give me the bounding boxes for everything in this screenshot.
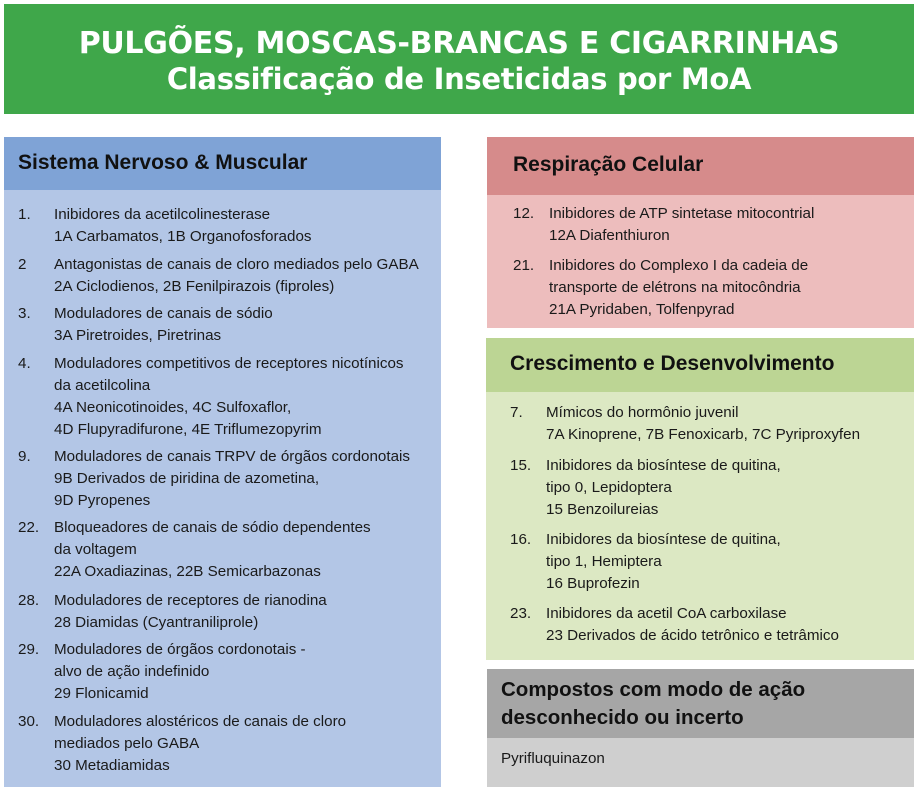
item-line: Bloqueadores de canais de sódio dependentes: [54, 519, 371, 536]
item-line: 22A Oxadiazinas, 22B Semicarbazonas: [54, 563, 321, 580]
item-line: 3A Piretroides, Piretrinas: [54, 327, 222, 344]
item-line: Moduladores de canais TRPV de órgãos cordonotais: [54, 448, 410, 465]
item-line: 12A Diafenthiuron: [549, 227, 670, 244]
item-number: 22.: [18, 519, 40, 536]
item-line: 2A Ciclodienos, 2B Fenilpirazois (fiproles): [54, 278, 335, 295]
item-number: 7.: [510, 404, 523, 421]
item-line: alvo de ação indefinido: [54, 663, 210, 680]
item-number: 30.: [18, 713, 40, 730]
item-number: 12.: [513, 205, 535, 222]
item-line: da acetilcolina: [54, 377, 151, 394]
page-title: PULGÕES, MOSCAS-BRANCAS E CIGARRINHAS: [78, 26, 840, 61]
panel-header: [487, 669, 914, 738]
panel-respiracao-celular: [487, 137, 914, 328]
item-line: Moduladores de receptores de rianodina: [54, 592, 327, 609]
panel-title: [501, 676, 805, 732]
item-line: tipo 0, Lepidoptera: [546, 479, 672, 496]
panel-header: [486, 338, 914, 392]
item-line: 1A Carbamatos, 1B Organofosforados: [54, 228, 312, 245]
item-line: 9B Derivados de piridina de azometina,: [54, 470, 320, 487]
item-line: Inibidores da acetilcolinesterase: [54, 206, 271, 223]
item-line: da voltagem: [54, 541, 137, 558]
item-line: Inibidores da biosíntese de quitina,: [546, 531, 781, 548]
item-number: 21.: [513, 257, 535, 274]
item-number: 1.: [18, 206, 31, 223]
item-line: Inibidores da acetil CoA carboxilase: [546, 605, 787, 622]
item-line: 16 Buprofezin: [546, 575, 640, 592]
item-line: transporte de elétrons na mitocôndria: [549, 279, 801, 296]
title-banner: [4, 4, 914, 114]
item-line: 9D Pyropenes: [54, 492, 151, 509]
page-subtitle: Classificação de Inseticidas por MoA: [166, 62, 752, 96]
item-line: Moduladores alostéricos de canais de cloro: [54, 713, 347, 730]
item-line: 21A Pyridaben, Tolfenpyrad: [549, 301, 735, 318]
panel-compostos-desconhecidos: [487, 669, 914, 787]
item-line: Inibidores de ATP sintetase mitocontrial: [549, 205, 815, 222]
item-line: Moduladores de canais de sódio: [54, 305, 273, 322]
panel-title-line: Compostos com modo de ação: [501, 678, 806, 701]
panel-title-line: desconhecido ou incerto: [501, 706, 744, 729]
item-line: 4A Neonicotinoides, 4C Sulfoxaflor,: [54, 399, 292, 416]
panel-header: [487, 137, 914, 195]
item-line: tipo 1, Hemiptera: [546, 553, 662, 570]
panel-title: Respiração Celular: [513, 153, 704, 176]
item-number: 4.: [18, 355, 31, 372]
item-number: 16.: [510, 531, 532, 548]
item-line: Inibidores do Complexo I da cadeia de: [549, 257, 809, 274]
item-line: Antagonistas de canais de cloro mediados pelo GABA: [54, 256, 419, 273]
panel-crescimento-desenvolvimento: [486, 338, 914, 660]
item-number: 3.: [18, 305, 31, 322]
item-number: 2: [18, 256, 27, 273]
item-number: 15.: [510, 457, 532, 474]
item-number: 28.: [18, 592, 40, 609]
panel-title: Sistema Nervoso & Muscular: [18, 151, 308, 174]
item-line: 29 Flonicamid: [54, 685, 149, 702]
panel-header: [4, 137, 441, 190]
item-line: 4D Flupyradifurone, 4E Triflumezopyrim: [54, 421, 322, 438]
item-line: 28 Diamidas (Cyantraniliprole): [54, 614, 259, 631]
item-line: mediados pelo GABA: [54, 735, 200, 752]
item-line: 15 Benzoilureias: [546, 501, 659, 518]
item-number: 29.: [18, 641, 40, 658]
panel-nervoso-muscular: [4, 137, 441, 787]
item-line: 7A Kinoprene, 7B Fenoxicarb, 7C Pyriproxyfen: [546, 426, 861, 443]
list-item: Pyrifluquinazon: [501, 750, 605, 767]
item-line: Moduladores competitivos de receptores nicotínicos: [54, 355, 404, 372]
item-line: 30 Metadiamidas: [54, 757, 170, 774]
item-number: 9.: [18, 448, 31, 465]
item-number: 23.: [510, 605, 532, 622]
item-line: Moduladores de órgãos cordonotais -: [54, 641, 306, 658]
panel-title: Crescimento e Desenvolvimento: [510, 352, 835, 375]
item-line: Inibidores da biosíntese de quitina,: [546, 457, 781, 474]
item-line: Mímicos do hormônio juvenil: [546, 404, 739, 421]
item-line: 23 Derivados de ácido tetrônico e tetrâmico: [546, 627, 839, 644]
